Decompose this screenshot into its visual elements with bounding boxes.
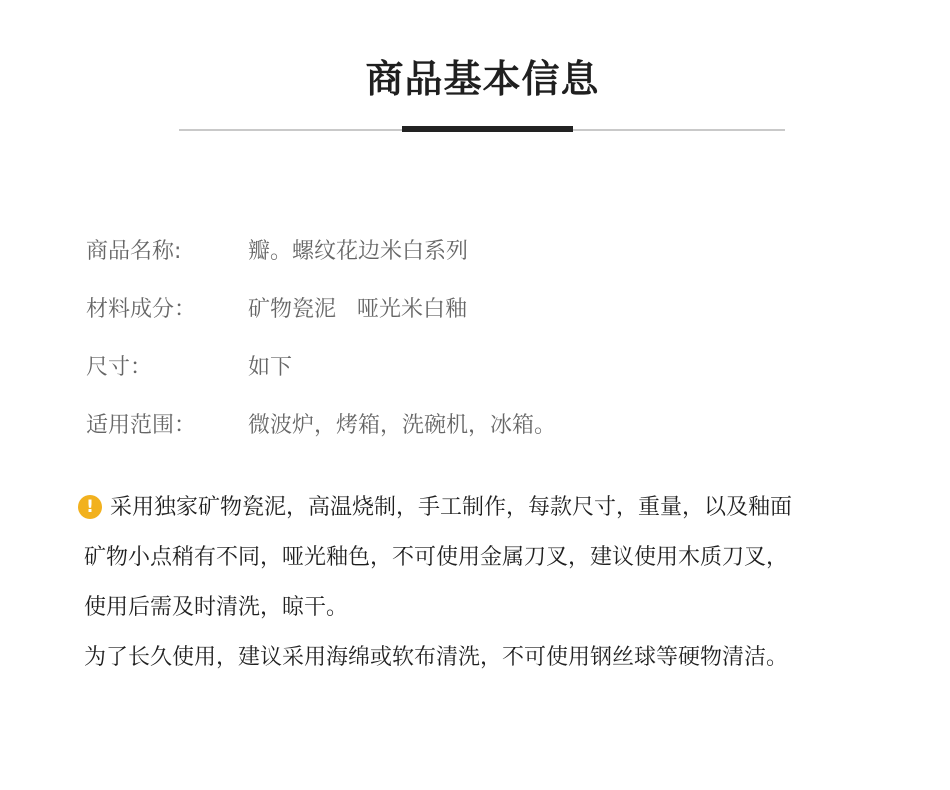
exclamation-icon: ! bbox=[78, 495, 102, 519]
spec-value: 瓣。螺纹花边米白系列 bbox=[248, 239, 469, 264]
spec-value: 如下 bbox=[248, 355, 293, 380]
title-divider-accent bbox=[402, 126, 573, 132]
notice-line bbox=[84, 490, 904, 540]
notice-line: 矿物小点稍有不同，哑光釉色，不可使用金属刀叉，建议使用木质刀叉， bbox=[84, 545, 789, 570]
notice-line: 为了长久使用，建议采用海绵或软布清洗，不可使用钢丝球等硬物清洁。 bbox=[84, 645, 789, 670]
spec-value: 矿物瓷泥 哑光米白釉 bbox=[248, 297, 467, 322]
spec-value: 微波炉，烤箱，洗碗机，冰箱。 bbox=[248, 413, 557, 438]
page-title: 商品基本信息 bbox=[365, 57, 600, 101]
notice-line: 使用后需及时清洗，晾干。 bbox=[84, 595, 349, 620]
spec-label: 材料成分： bbox=[86, 297, 197, 322]
spec-label: 商品名称: bbox=[86, 239, 182, 264]
spec-label: 适用范围： bbox=[86, 413, 197, 438]
care-notice bbox=[84, 490, 904, 690]
notice-text: 采用独家矿物瓷泥，高温烧制，手工制作，每款尺寸，重量，以及釉面 bbox=[110, 495, 793, 520]
spec-label: 尺寸： bbox=[86, 355, 153, 380]
